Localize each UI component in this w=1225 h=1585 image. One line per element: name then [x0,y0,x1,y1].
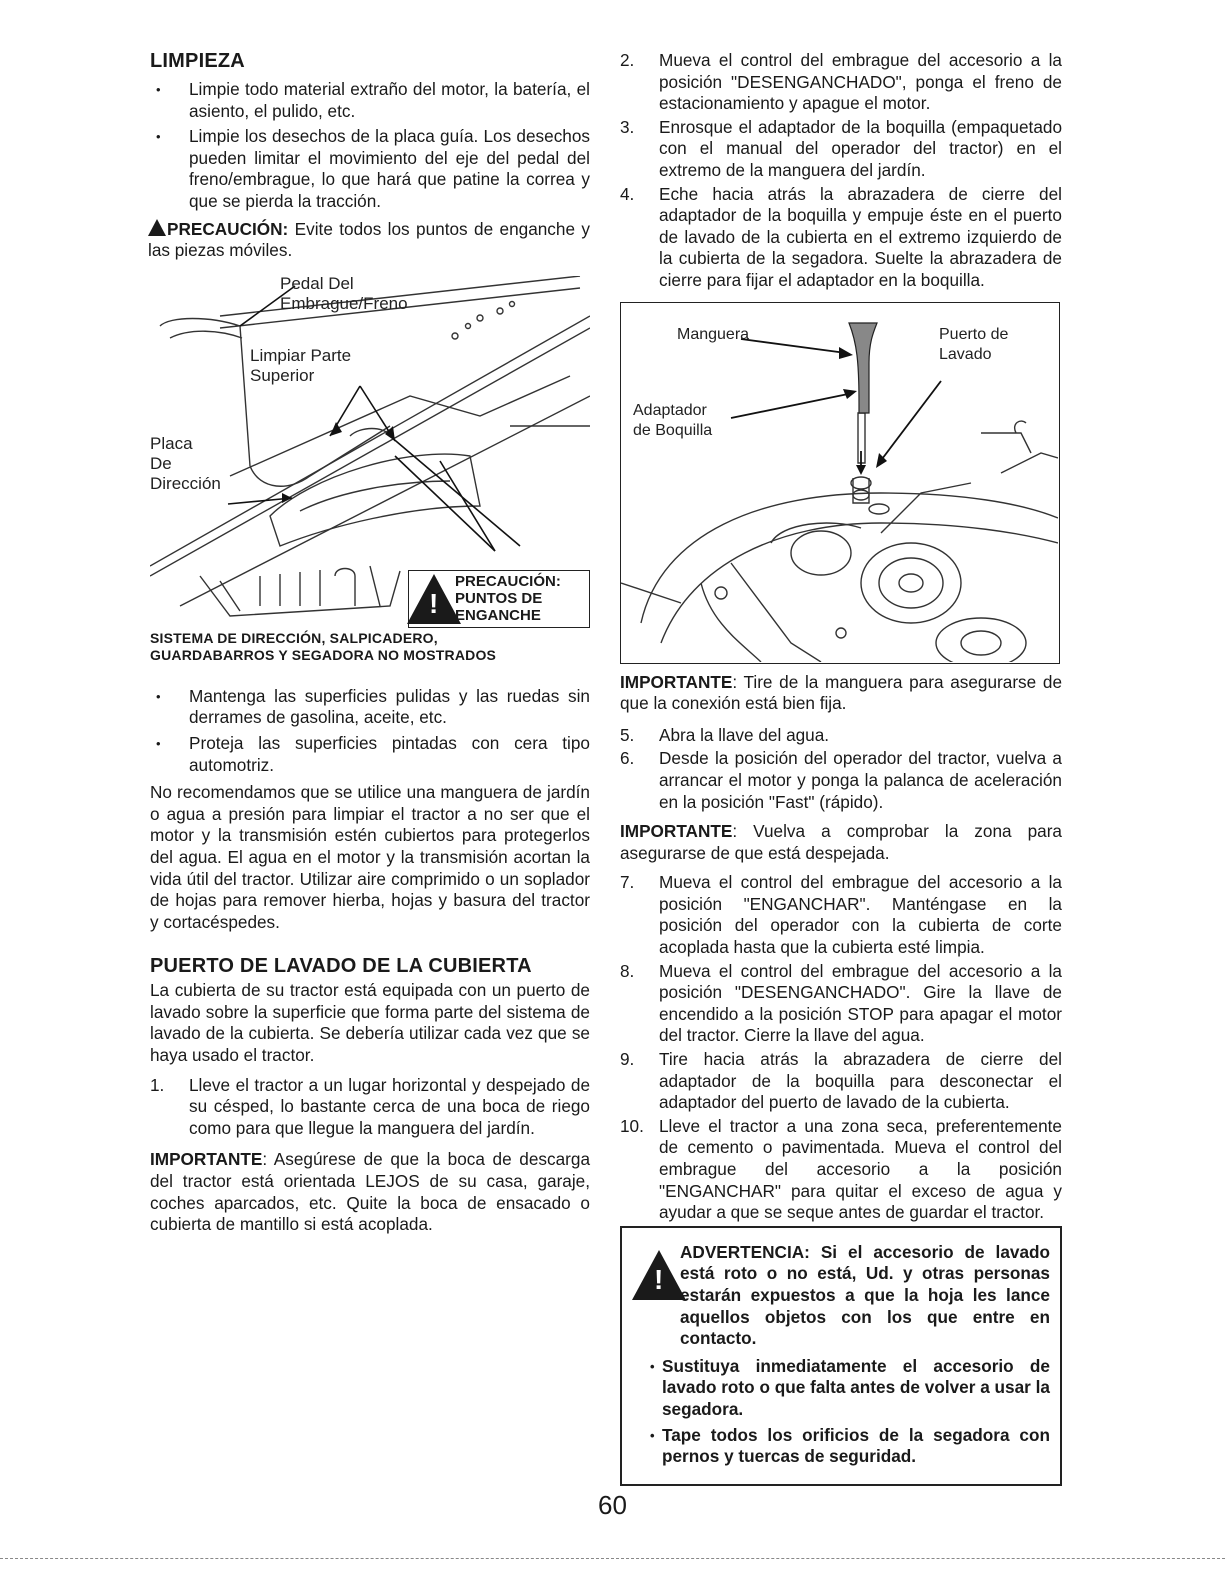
list-item [620,50,1062,115]
caution-label: PRECAUCIÓN: [167,218,289,239]
warning-icon [632,1250,686,1300]
list-item [150,1075,590,1140]
puerto-steps [150,1075,590,1140]
caution-paragraph [148,219,590,262]
caution-text: Evite todos los puntos de enganche y las piezas móviles. [148,218,590,261]
step-number: 4. [620,183,635,204]
limpiar-label: Limpiar Parte Superior [250,345,352,385]
caution-box-text: PRECAUCIÓN: PUNTOS DE ENGANCHE [455,572,561,624]
important-paragraph [620,821,1062,864]
step-number: 7. [620,872,635,893]
limpieza-heading: LIMPIEZA [150,50,245,72]
hose-warning-paragraph: No recomendamos que se utilice una manguera de jardín o agua a presión para limpiar el tractor a no ser que el motor y la transmisión estén cubiertos para protegerlos del agua. El agua en el motor y la transmisión acortan la vida útil del tractor. Utilizar aire comprimido o un soplador de hojas para remover hierba, hojas y basura del tractor y cortacéspedes. [150,782,590,932]
important-label: IMPORTANTE [620,821,733,842]
step-text: Desde la posición del operador del tractor, vuelva a arrancar el motor y ponga la palanca de aceleración en la posición "Fast" (rápido). [659,748,1062,812]
warning-icon [407,574,461,624]
list-item [620,725,1062,747]
step-number: 1. [150,1074,165,1095]
step-number: 6. [620,748,635,769]
step-text: Mueva el control del embrague del accesorio a la posición "DESENGANCHADO", ponga el freno de estacionamiento y apague el motor. [659,50,1062,114]
warning-heading: ADVERTENCIA: Si el accesorio de lavado está roto o no está, Ud. y otras personas estarán expuestos a que la hoja les lance aquellos objetos con los que entre en contacto. [680,1241,1050,1349]
list-item [620,748,1062,813]
wash-port-figure [620,302,1060,664]
steps-2-4 [620,50,1062,292]
caution-pinch-box [408,570,590,628]
manguera-label: Manguera [677,325,750,343]
step-text: Enrosque el adaptador de la boquilla (empaquetado con el manual del operador del tractor) en el extremo de la manguera del jardín. [659,116,1062,180]
step-text: Lleve el tractor a un lugar horizontal y despejado de su césped, lo bastante cerca de una boca de riego como para que llegue la manguera del jardín. [189,1074,590,1138]
list-item: • Sustituya inmediatamente el accesorio de lavado roto o que falta antes de volver a usar la segadora. [632,1356,1050,1421]
list-item [620,1049,1062,1114]
right-column [620,50,1062,1486]
bottom-divider [0,1558,1225,1559]
step-number: 3. [620,116,635,137]
step-number: 10. [620,1115,644,1136]
list-item [620,117,1062,182]
list-item: • Limpie todo material extraño del motor, la batería, el asiento, el pulido, etc. [150,79,590,122]
important-text: : Tire de la manguera para asegurarse de que la conexión está bien fija. [620,671,1062,714]
list-item [620,184,1062,292]
important-text: : Asegúrese de que la boca de descarga del tractor está orientada LEJOS de su casa, garaje, coches aparcados, etc. Quite la boca de ensacado o cubierta de mantillo si está acoplada. [150,1149,590,1235]
list-item: • Tape todos los orificios de la segadora con pernos y tuercas de seguridad. [632,1425,1050,1468]
step-number: 9. [620,1049,635,1070]
step-text: Eche hacia atrás la abrazadera de cierre del adaptador de la boquilla y empuje éste en el puerto de lavado de la cubierta en el extremo izquierdo de la cubierta de la segadora. Suelte la abrazadera de cierre para fijar el adaptador en la boquilla. [659,183,1062,290]
puerto-heading: PUERTO DE LAVADO DE LA CUBIERTA [150,955,532,978]
steps-5-6 [620,725,1062,813]
page-number: 60 [598,1490,627,1520]
limpieza-bullets [150,79,590,213]
step-text: Mueva el control del embrague del accesorio a la posición "DESENGANCHADO". Gire la llave de encendido a la posición STOP para apagar el motor del tractor. Cierre la llave del agua. [659,960,1062,1046]
list-item: • Mantenga las superficies pulidas y las ruedas sin derrames de gasolina, aceite, etc. [150,686,590,729]
list-item: • Proteja las superficies pintadas con cera tipo automotriz. [150,733,590,776]
list-item [620,872,1062,958]
warning-icon [148,219,166,236]
puerto-intro: La cubierta de su tractor está equipada con un puerto de lavado sobre la superficie que forma parte del sistema de lavado de la cubierta. Se debería utilizar cada vez que se haya usado el tractor. [150,980,590,1066]
adaptador-label: Adaptador de Boquilla [633,401,713,439]
puerto-label: Puerto de Lavado [939,325,1009,363]
list-item: • Limpie los desechos de la placa guía. Los desechos pueden limitar el movimiento del eje del pedal del freno/embrague, lo que hará que patine la correa y que se pierda la tracción. [150,126,590,212]
important-label: IMPORTANTE [150,1149,263,1170]
step-text: Tire hacia atrás la abrazadera de cierre del adaptador de la boquilla para desconectar el adaptador del puerto de lavado de la cubierta. [659,1049,1062,1113]
step-number: 8. [620,960,635,981]
warning-bullets [632,1356,1050,1468]
important-label: IMPORTANTE [620,671,733,692]
important-text: : Vuelva a comprobar la zona para asegurarse de que está despejada. [620,821,1062,863]
care-bullets [150,686,590,776]
figure-caption: SISTEMA DE DIRECCIÓN, SALPICADERO, GUARDABARROS Y SEGADORA NO MOSTRADOS [150,629,497,663]
important-paragraph [150,1149,590,1235]
step-number: 5. [620,724,635,745]
step-text: Abra la llave del agua. [659,724,830,745]
steps-7-10 [620,872,1062,1224]
step-text: Mueva el control del embrague del accesorio a la posición "ENGANCHAR". Manténgase en la posición del operador con la cubierta de corte acoplada hasta que la cubierta esté limpia. [659,872,1062,958]
step-text: Lleve el tractor a una zona seca, preferentemente de cemento o pavimentada. Mueva el control del embrague del accesorio a la posición "ENGANCHAR" para quitar el exceso de agua y ayudar a que se seque antes de guardar el tractor. [659,1115,1062,1223]
warning-box [620,1226,1062,1486]
left-column [150,50,590,1242]
list-item [620,1116,1062,1224]
pedal-label: Pedal Del Embrague/Freno [280,273,408,313]
important-paragraph [620,672,1062,715]
placa-label: Placa De Dirección [150,433,221,493]
steering-plate-figure [150,273,590,628]
step-number: 2. [620,50,635,70]
list-item [620,961,1062,1047]
